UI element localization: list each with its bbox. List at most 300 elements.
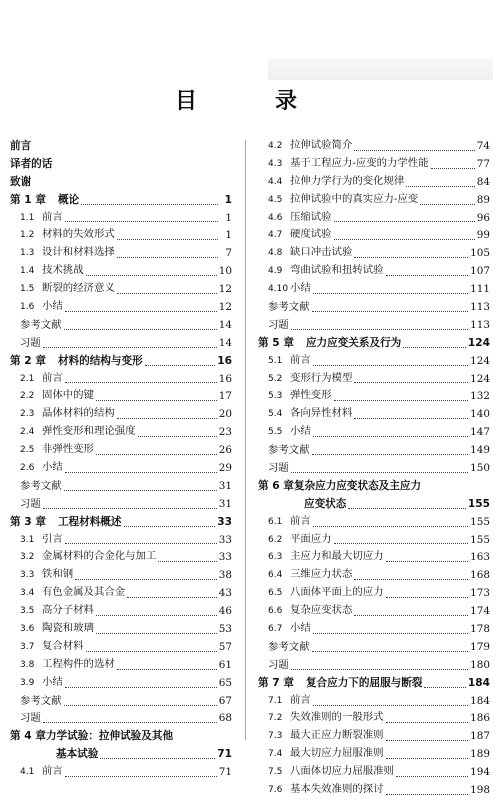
toc-entry-text: 各向异性材料 xyxy=(290,407,353,420)
toc-entry xyxy=(258,514,490,532)
toc-entry-title xyxy=(268,191,418,210)
dot-leader xyxy=(86,275,217,276)
toc-entry-text: 习题 xyxy=(268,462,289,475)
toc-entry-title xyxy=(268,137,352,156)
page-number: 111 xyxy=(470,283,490,296)
toc-entry-title xyxy=(20,280,115,299)
toc-entry xyxy=(258,764,490,782)
dot-leader xyxy=(43,722,217,723)
toc-entry-text: 金属材料的合金化与加工 xyxy=(42,550,157,563)
page-number: 189 xyxy=(470,748,490,761)
toc-entry-text: 习题 xyxy=(20,712,41,725)
page-number: 173 xyxy=(470,587,490,600)
toc-entry-number: 3.2 xyxy=(20,552,35,563)
toc-entry-title xyxy=(10,514,122,532)
toc-entry-number: 7.4 xyxy=(268,749,283,760)
dot-leader xyxy=(312,651,469,652)
toc-entry xyxy=(258,460,490,478)
toc-entry-text: 参考文献 xyxy=(20,318,62,331)
page-number: 57 xyxy=(218,640,232,653)
dot-leader xyxy=(65,472,217,473)
toc-entry-title xyxy=(20,226,115,245)
page-number: 67 xyxy=(218,694,232,707)
page-number: 155 xyxy=(467,497,490,510)
toc-entry xyxy=(258,496,490,514)
toc-entry xyxy=(258,782,490,800)
page-number: 38 xyxy=(218,569,232,582)
toc-entry xyxy=(258,549,490,567)
page-number: 14 xyxy=(218,336,232,349)
dot-leader xyxy=(138,436,217,437)
toc-entry xyxy=(10,263,232,281)
dot-leader xyxy=(386,740,469,741)
toc-entry xyxy=(10,478,232,496)
toc-entry-text: 引言 xyxy=(42,532,63,545)
toc-entry xyxy=(10,567,232,585)
dot-leader xyxy=(81,204,218,205)
toc-entry-number: 6.1 xyxy=(268,516,283,527)
toc-entry-text: 弹性变形 xyxy=(290,389,332,402)
toc-entry-text: 基本失效准则的探讨 xyxy=(290,783,384,796)
toc-entry xyxy=(258,317,490,335)
toc-entry-title xyxy=(20,298,63,317)
toc-entry-title xyxy=(20,478,62,496)
toc-entry-title xyxy=(20,602,94,621)
dot-leader xyxy=(65,221,218,222)
page-number: 184 xyxy=(470,694,490,707)
toc-entry xyxy=(10,764,232,782)
dot-leader xyxy=(313,365,468,366)
toc-entry-title xyxy=(268,584,384,603)
toc-entry-title xyxy=(268,781,384,800)
dot-leader xyxy=(65,776,217,777)
dot-leader xyxy=(65,687,217,688)
toc-entry xyxy=(10,496,232,514)
toc-entry xyxy=(10,138,232,156)
toc-entry xyxy=(258,657,490,675)
toc-entry-number: 4.7 xyxy=(268,230,283,241)
toc-entry xyxy=(10,603,232,621)
toc-entry-number: 6.6 xyxy=(268,606,283,617)
page-number: 16 xyxy=(217,354,232,367)
toc-entry-title xyxy=(20,335,41,353)
page-number: 155 xyxy=(470,515,490,528)
toc-entry xyxy=(10,675,232,693)
toc-entry-title xyxy=(268,548,384,567)
toc-entry xyxy=(10,371,232,389)
dot-leader xyxy=(396,776,468,777)
toc-entry-text: 三维应力状态 xyxy=(290,568,353,581)
dot-leader xyxy=(43,508,217,509)
toc-entry-number: 1.3 xyxy=(20,248,35,259)
toc-entry-title xyxy=(268,692,311,711)
column-divider xyxy=(245,140,246,740)
toc-entry-title xyxy=(268,387,332,406)
toc-entry-text: 前言 xyxy=(290,693,311,706)
toc-entry-number: 7.2 xyxy=(268,713,283,724)
page-number: 12 xyxy=(218,283,232,296)
page-number: 7 xyxy=(225,247,232,260)
toc-entry-title xyxy=(268,727,384,746)
dot-leader xyxy=(65,311,217,312)
page-number: 77 xyxy=(476,157,490,170)
page-number: 43 xyxy=(218,587,232,600)
page-number: 61 xyxy=(218,658,232,671)
toc-entry xyxy=(258,335,490,353)
page-number: 163 xyxy=(470,551,490,564)
page-number: 198 xyxy=(470,784,490,797)
dot-leader xyxy=(117,293,217,294)
toc-entry xyxy=(258,371,490,389)
page-number: 33 xyxy=(218,533,232,546)
toc-entry-number: 6.2 xyxy=(268,534,283,545)
toc-entry xyxy=(10,406,232,424)
page-number: 16 xyxy=(218,372,232,385)
toc-entry xyxy=(258,585,490,603)
toc-entry xyxy=(10,728,232,746)
toc-entry-title xyxy=(20,496,41,514)
toc-entry xyxy=(10,335,232,353)
toc-entry-text: 最大正应力断裂准则 xyxy=(290,729,384,742)
toc-entry-title xyxy=(20,370,63,389)
toc-entry-title xyxy=(20,531,63,550)
dot-leader xyxy=(96,454,217,455)
toc-entry-title xyxy=(268,423,311,442)
dot-leader xyxy=(117,418,217,419)
page-number: 113 xyxy=(470,301,490,313)
toc-entry-number: 第 4 章 xyxy=(10,730,46,743)
toc-entry-title xyxy=(20,548,156,567)
toc-entry-title xyxy=(20,763,63,782)
toc-entry-title xyxy=(10,156,52,174)
dot-leader xyxy=(313,293,468,294)
dot-leader xyxy=(291,329,468,330)
toc-entry-number: 1.1 xyxy=(20,212,35,223)
toc-right-column xyxy=(258,138,490,800)
page-number: 96 xyxy=(476,211,490,224)
toc-entry-title xyxy=(20,710,41,728)
toc-entry-text: 基于工程应力-应变的力学性能 xyxy=(290,156,429,169)
toc-entry-text: 参考文献 xyxy=(20,479,62,492)
toc-entry xyxy=(10,174,232,192)
page-number: 124 xyxy=(470,354,490,367)
toc-entry-title xyxy=(20,674,63,693)
toc-entry xyxy=(258,621,490,639)
dot-leader xyxy=(354,418,468,419)
toc-entry-number: 2.2 xyxy=(20,391,35,402)
toc-entry xyxy=(10,299,232,317)
toc-entry-text: 陶瓷和玻璃 xyxy=(42,622,94,635)
toc-entry-title xyxy=(268,244,352,263)
toc-entry-text: 前言 xyxy=(42,210,63,223)
toc-entry xyxy=(10,693,232,711)
toc-entry xyxy=(258,281,490,299)
page-number: 184 xyxy=(467,676,490,689)
page-number: 23 xyxy=(218,426,232,439)
toc-entry xyxy=(258,532,490,550)
toc-entry-text: 平面应力 xyxy=(290,532,332,545)
toc-entry-number: 1.5 xyxy=(20,284,35,295)
dot-leader xyxy=(313,436,468,437)
toc-entry xyxy=(10,192,232,210)
dot-leader xyxy=(354,257,468,258)
toc-entry-number: 4.8 xyxy=(268,248,283,259)
dot-leader xyxy=(145,365,216,366)
toc-entry xyxy=(10,549,232,567)
toc-entry xyxy=(10,460,232,478)
toc-entry-number: 4.10 xyxy=(268,284,289,295)
dot-leader xyxy=(420,204,475,205)
page-number: 68 xyxy=(218,712,232,725)
dot-leader xyxy=(313,633,468,634)
dot-leader xyxy=(354,615,468,616)
toc-entry xyxy=(10,639,232,657)
dot-leader xyxy=(354,579,468,580)
dot-leader xyxy=(158,561,216,562)
toc-entry-number: 3.5 xyxy=(20,606,35,617)
page-number: 155 xyxy=(470,533,490,546)
toc-entry-text: 复杂应变状态 xyxy=(290,604,353,617)
page-number: 124 xyxy=(470,372,490,385)
toc-entry xyxy=(258,138,490,156)
toc-entry xyxy=(258,263,490,281)
toc-entry-text: 断裂的经济意义 xyxy=(42,282,115,295)
toc-entry-title xyxy=(268,352,311,371)
toc-entry-title xyxy=(20,566,73,585)
toc-entry-number: 2.6 xyxy=(20,463,35,474)
toc-entry-text: 八面体平面上的应力 xyxy=(290,586,384,599)
dot-leader xyxy=(291,472,468,473)
dot-leader xyxy=(334,239,475,240)
toc-entry-text: 工程构件的选材 xyxy=(42,657,115,670)
toc-entry-text: 基本试验 xyxy=(56,748,99,761)
dot-leader xyxy=(348,508,466,509)
toc-entry-text: 拉伸力学行为的变化规律 xyxy=(290,174,405,187)
dot-leader xyxy=(354,150,474,151)
toc-entry-number: 第 7 章 xyxy=(258,676,294,689)
dot-leader xyxy=(96,615,217,616)
dot-leader xyxy=(117,669,217,670)
toc-entry xyxy=(10,514,232,532)
page-number: 140 xyxy=(470,408,490,421)
toc-entry-text: 八面体切应力屈服准则 xyxy=(290,765,394,778)
toc-entry-title xyxy=(20,317,62,335)
toc-entry-text: 参考文献 xyxy=(268,640,310,653)
toc-entry-number: 第 1 章 xyxy=(10,193,46,206)
toc-entry-title xyxy=(10,138,31,156)
toc-entry-text: 复合应力下的屈服与断裂 xyxy=(305,676,423,689)
toc-entry-title xyxy=(258,335,401,353)
toc-entry-text: 铁和钢 xyxy=(42,568,74,581)
dot-leader xyxy=(127,597,217,598)
dot-leader xyxy=(64,329,217,330)
toc-entry-text: 前言 xyxy=(10,139,32,152)
toc-entry-title xyxy=(268,370,352,389)
dot-leader xyxy=(64,705,217,706)
toc-entry-number: 2.3 xyxy=(20,409,35,420)
toc-entry-title xyxy=(268,745,384,764)
toc-entry xyxy=(10,317,232,335)
toc-entry-text: 应力应变关系及行为 xyxy=(305,336,402,349)
toc-entry-number: 5.3 xyxy=(268,391,283,402)
toc-entry-number: 4.5 xyxy=(268,194,283,205)
dot-leader xyxy=(291,669,468,670)
page-number: 12 xyxy=(218,301,232,313)
toc-entry-title xyxy=(268,513,311,532)
toc-entry-number: 4.4 xyxy=(268,176,283,187)
toc-entry-text: 小结 xyxy=(42,675,63,688)
toc-entry-title xyxy=(10,728,173,746)
toc-entry-title xyxy=(20,405,115,424)
toc-entry xyxy=(258,693,490,711)
toc-entry-number: 4.6 xyxy=(268,212,283,223)
dot-leader xyxy=(386,597,469,598)
page-number: 187 xyxy=(470,730,490,743)
toc-entry-number: 3.6 xyxy=(20,624,35,635)
toc-entry xyxy=(258,406,490,424)
toc-entry-text: 前言 xyxy=(290,514,311,527)
toc-entry-text: 弹性变形和理论强度 xyxy=(42,425,136,438)
toc-entry-title xyxy=(268,566,352,585)
page-number: 1 xyxy=(225,229,232,242)
toc-entry-text: 小结 xyxy=(290,425,311,438)
dot-leader xyxy=(117,257,218,258)
toc-entry xyxy=(258,424,490,442)
toc-entry xyxy=(10,227,232,245)
toc-entry-title xyxy=(20,441,94,460)
toc-entry xyxy=(258,603,490,621)
toc-entry-title xyxy=(268,155,429,174)
dot-leader xyxy=(65,382,217,383)
toc-entry-text: 有色金属及其合金 xyxy=(42,586,126,599)
toc-entry xyxy=(10,657,232,675)
dot-leader xyxy=(313,705,468,706)
toc-entry xyxy=(258,442,490,460)
toc-entry-text: 缺口冲击试验 xyxy=(290,246,353,259)
toc-entry-text: 工程材料概述 xyxy=(57,515,122,528)
toc-entry-number: 4.2 xyxy=(268,140,283,151)
page-number: 180 xyxy=(470,658,490,671)
toc-entry-text: 概论 xyxy=(57,193,80,206)
page-number: 33 xyxy=(217,515,232,528)
toc-entry-number: 1.2 xyxy=(20,230,35,241)
toc-entry-title xyxy=(10,174,31,192)
page-number: 178 xyxy=(470,623,490,636)
toc-entry xyxy=(10,210,232,228)
toc-entry xyxy=(10,621,232,639)
toc-entry-text: 应变状态 xyxy=(304,497,347,510)
toc-entry-number: 第 2 章 xyxy=(10,354,46,367)
toc-entry-title xyxy=(268,262,384,281)
page-number: 26 xyxy=(218,444,232,457)
page-number: 186 xyxy=(470,712,490,725)
toc-entry-title xyxy=(10,353,143,371)
toc-entry xyxy=(258,192,490,210)
toc-entry xyxy=(258,156,490,174)
toc-entry-text: 晶体材料的结构 xyxy=(42,407,115,420)
page-number: 99 xyxy=(476,229,490,242)
toc-entry-text: 高分子材料 xyxy=(42,604,94,617)
toc-entry-number: 5.2 xyxy=(268,373,283,384)
toc-entry-text: 技术挑战 xyxy=(42,264,84,277)
toc-entry-text: 最大切应力屈服准则 xyxy=(290,747,384,760)
toc-entry xyxy=(258,567,490,585)
toc-entry xyxy=(10,353,232,371)
toc-entry-number: 5.4 xyxy=(268,409,283,420)
toc-entry-title xyxy=(268,639,310,657)
page-number: 46 xyxy=(218,605,232,618)
toc-entry-number: 4.9 xyxy=(268,266,283,277)
toc-entry-text: 复杂应力应变状态及主应力 xyxy=(293,479,422,492)
toc-entry-number: 5.1 xyxy=(268,355,283,366)
toc-entry-title xyxy=(268,657,289,675)
toc-entry-text: 材料的失效形式 xyxy=(42,228,115,241)
dot-leader xyxy=(386,561,469,562)
toc-entry-number: 6.3 xyxy=(268,552,283,563)
page-number: 29 xyxy=(218,462,232,475)
page-number: 74 xyxy=(476,139,490,152)
toc-entry-text: 参考文献 xyxy=(20,694,62,707)
toc-entry xyxy=(10,281,232,299)
page-number: 20 xyxy=(218,408,232,421)
toc-entry-number: 2.1 xyxy=(20,373,35,384)
page-number: 84 xyxy=(476,175,490,188)
toc-entry-text: 变形行为模型 xyxy=(290,371,353,384)
toc-entry-text: 习题 xyxy=(20,336,41,349)
toc-entry-text: 参考文献 xyxy=(268,301,310,313)
page-number: 31 xyxy=(218,479,232,492)
toc-entry-title xyxy=(268,709,384,728)
toc-entry xyxy=(258,388,490,406)
toc-entry-text: 设计和材料选择 xyxy=(42,246,115,259)
dot-leader xyxy=(354,382,468,383)
dot-leader xyxy=(334,400,469,401)
page-number: 65 xyxy=(218,676,232,689)
toc-entry xyxy=(258,746,490,764)
toc-entry-text: 弯曲试验和扭转试验 xyxy=(290,264,384,277)
toc-entry-number: 3.9 xyxy=(20,677,35,688)
page-number: 194 xyxy=(470,766,490,779)
dot-leader xyxy=(406,186,474,187)
page-number: 174 xyxy=(470,605,490,618)
toc-entry-number: 1.4 xyxy=(20,266,35,277)
toc-entry-text: 习题 xyxy=(20,497,41,510)
toc-entry-title xyxy=(20,638,84,657)
dot-leader xyxy=(312,454,469,455)
toc-entry-number: 6.5 xyxy=(268,588,283,599)
toc-entry-title xyxy=(20,656,115,675)
toc-entry-text: 拉伸试验中的真实应力-应变 xyxy=(290,192,419,205)
page-number: 89 xyxy=(476,193,490,206)
toc-entry-number: 第 3 章 xyxy=(10,515,46,528)
header-smudge xyxy=(268,58,493,80)
toc-entry-text: 译者的话 xyxy=(10,157,53,170)
toc-entry-text: 材料的结构与变形 xyxy=(57,354,143,367)
toc-entry-title xyxy=(258,478,421,496)
page-number: 124 xyxy=(467,336,490,349)
page-number: 71 xyxy=(218,766,232,779)
toc-entry-text: 小结 xyxy=(290,622,311,635)
toc-entry xyxy=(258,227,490,245)
dot-leader xyxy=(386,758,469,759)
toc-entry-number: 5.5 xyxy=(268,427,283,438)
toc-entry-text: 参考文献 xyxy=(268,444,310,457)
page-number: 147 xyxy=(470,426,490,439)
toc-entry-title xyxy=(56,746,98,764)
toc-entry-title xyxy=(20,423,136,442)
toc-entry-text: 主应力和最大切应力 xyxy=(290,550,384,563)
toc-entry-number: 7.1 xyxy=(268,695,283,706)
